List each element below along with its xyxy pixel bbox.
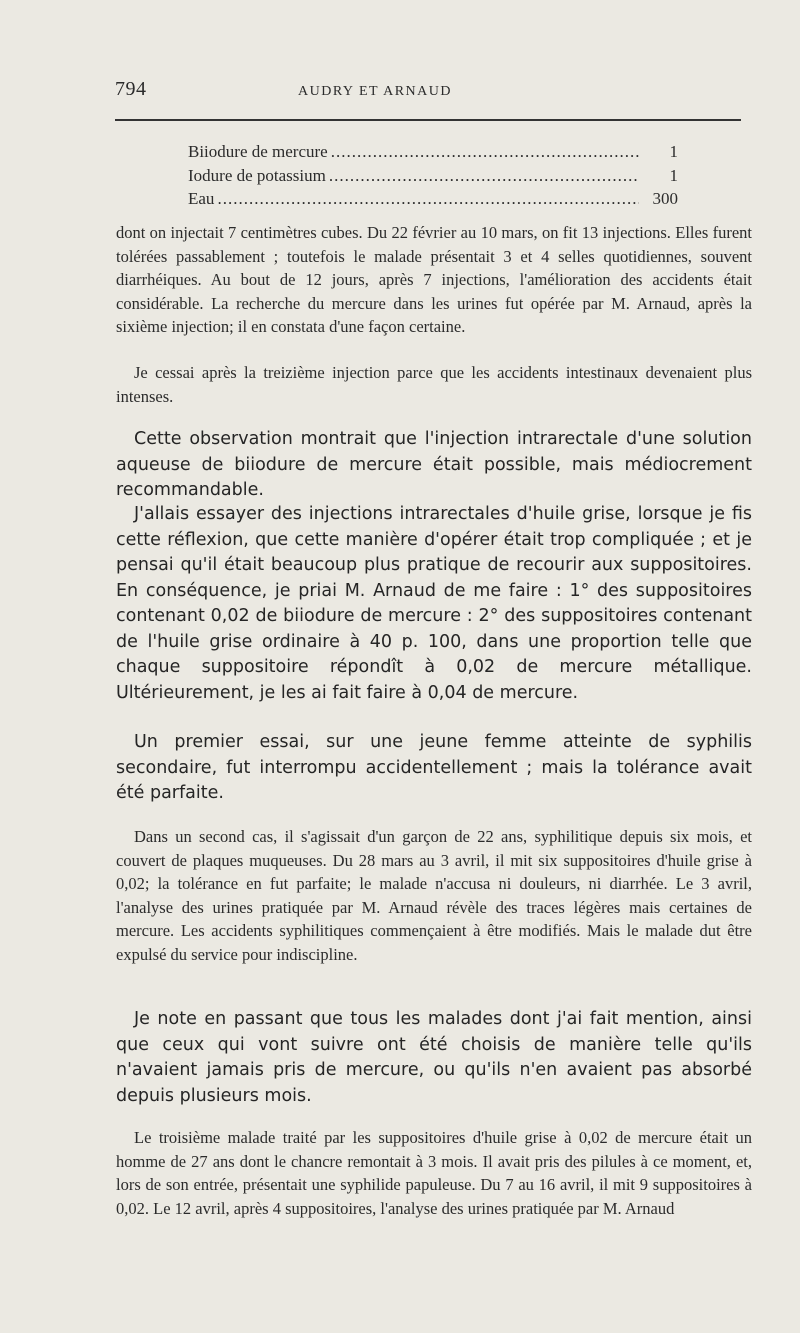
paragraph: J'allais essayer des injections intrarectales d'huile grise, lorsque je fis cette réflexion, que cette manière d'opérer était trop compliquée ; et je pensai qu'il était beaucoup plus pratique de recourir aux suppositoires. En conséquence, je priai M. Arnaud de me faire : 1° des suppositoires contenant 0,02 de biiodure de mercure : 2° des suppositoires contenant de l'huile grise ordinaire à 40 p. 100, dans une proportion telle que chaque suppositoire répondît à 0,02 de mercure métallique. Ultérieurement, je les ai fait faire à 0,04 de mercure.	[116, 504, 752, 703]
formula-ingredient: Iodure de potassium	[188, 165, 326, 185]
formula-quantity: 300	[652, 189, 678, 208]
observation-text	[116, 221, 752, 339]
observation-text	[116, 361, 752, 408]
paragraph: Un premier essai, sur une jeune femme atteinte de syphilis secondaire, fut interrompu accidentellement ; mais la tolérance avait été parfaite.	[116, 732, 752, 803]
body-text	[116, 502, 752, 706]
formula-row	[188, 164, 678, 188]
body-text	[116, 427, 752, 504]
observation-text	[116, 825, 752, 967]
formula-row	[188, 187, 678, 211]
dot-leader	[329, 164, 639, 188]
observation-text	[116, 1126, 752, 1220]
paragraph: dont on injectait 7 centimètres cubes. Du 22 février au 10 mars, on fit 13 injections. Elles furent tolérées passablement ; toutefois le malade présentait 3 et 4 selles quotidiennes, souvent diarrhéiques. Au bout de 12 jours, après 7 injections, l'amélioration des accidents était considérable. La recherche du mercure dans les urines fut opérée par M. Arnaud, après la sixième injection; il en constata d'une façon certaine.	[116, 223, 752, 337]
body-text	[116, 730, 752, 807]
formula-list	[188, 140, 678, 211]
dot-leader	[217, 187, 639, 211]
formula-row	[188, 140, 678, 164]
page-number: 794	[115, 78, 147, 100]
paragraph: Le troisième malade traité par les suppositoires d'huile grise à 0,02 de mercure était un homme de 27 ans dont le chancre remontait à 3 mois. Il avait pris des pilules à ce moment, et, lors de son entrée, présentait une syphilide papuleuse. Du 7 au 16 avril, il mit 9 suppositoires à 0,02. Le 12 avril, après 4 suppositoires, l'analyse des urines pratiquée par M. Arnaud	[116, 1128, 752, 1218]
formula-quantity: 1	[669, 165, 678, 185]
paragraph: Je cessai après la treizième injection parce que les accidents intestinaux devenaient plus intenses.	[116, 363, 752, 406]
formula-ingredient: Biiodure de mercure	[188, 142, 328, 161]
paragraph: Dans un second cas, il s'agissait d'un garçon de 22 ans, syphilitique depuis six mois, et couvert de plaques muqueuses. Du 28 mars au 3 avril, il mit six suppositoires d'huile grise à 0,02; la tolérance en fut parfaite; le malade n'accusa ni douleurs, ni diarrhée. Le 3 avril, l'analyse des urines pratiquée par M. Arnaud révèle des traces légères mais certaines de mercure. Les accidents syphilitiques commençaient à être modifiés. Mais le malade dut être expulsé du service pour indiscipline.	[116, 827, 752, 964]
page-header	[115, 78, 753, 108]
formula-ingredient: Eau	[188, 189, 215, 208]
running-head: AUDRY ET ARNAUD	[298, 84, 452, 99]
body-text	[116, 1007, 752, 1109]
formula-quantity: 1	[669, 142, 678, 161]
dot-leader	[331, 140, 639, 164]
paragraph: Cette observation montrait que l'injection intrarectale d'une solution aqueuse de biiodure de mercure était possible, mais médiocrement recommandable.	[116, 429, 752, 500]
paragraph: Je note en passant que tous les malades dont j'ai fait mention, ainsi que ceux qui vont suivre ont été choisis de manière telle qu'ils n'avaient jamais pris de mercure, ou qu'ils n'en avaient pas absorbé depuis plusieurs mois.	[116, 1009, 752, 1106]
header-rule	[115, 119, 741, 121]
